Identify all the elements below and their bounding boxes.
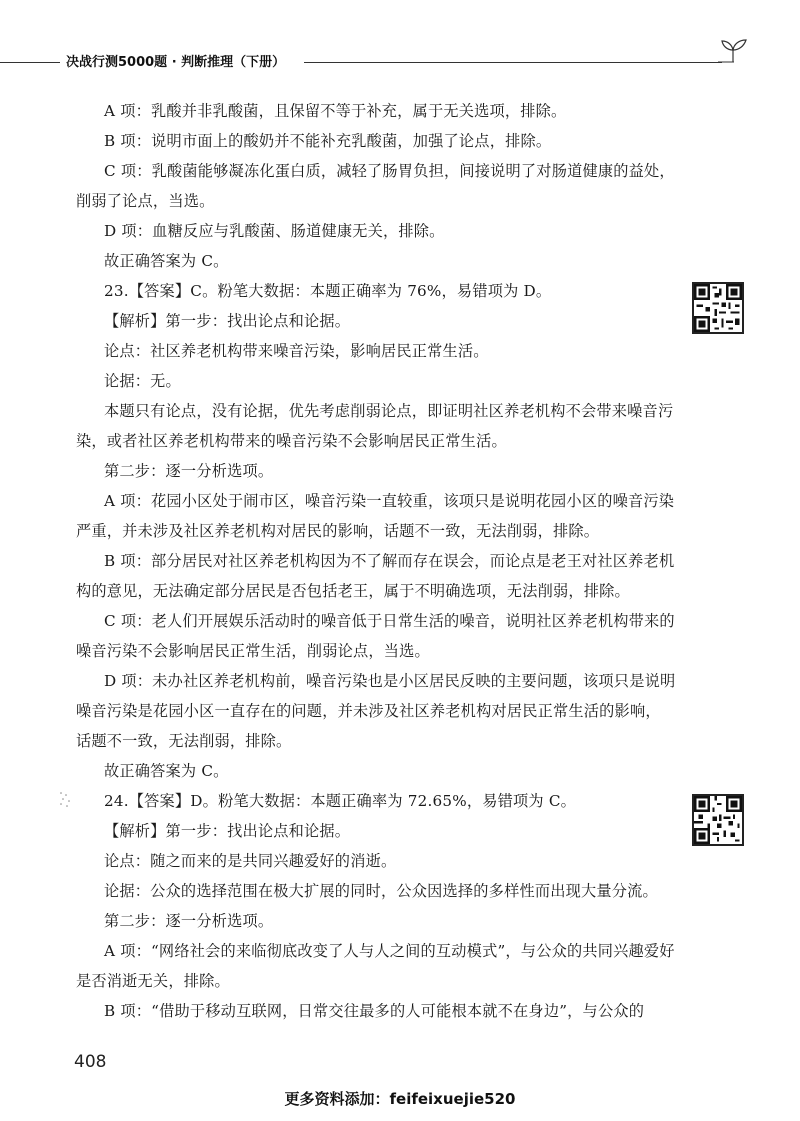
qr-code-icon[interactable]: [692, 282, 744, 334]
paragraph: D 项：血糖反应与乳酸菌、肠道健康无关，排除。: [104, 222, 445, 240]
paragraph: 本题只有论点，没有论据，优先考虑削弱论点，即证明社区养老机构不会带来噪音污染，或者社区养老机构带来的噪音污染不会影响居民正常生活。: [76, 402, 674, 450]
paragraph: C 项：乳酸菌能够凝冻化蛋白质，减轻了肠胃负担，间接说明了对肠道健康的益处，削弱了论点，当选。: [76, 162, 675, 210]
answer-explanation-body: [76, 96, 676, 1026]
paragraph: B 项：说明市面上的酸奶并不能补充乳酸菌，加强了论点，排除。: [104, 132, 552, 150]
answer-heading-23: 23.【答案】C。粉笔大数据：本题正确率为 76%，易错项为 D。: [104, 282, 552, 300]
page-number: 408: [74, 1052, 107, 1072]
paragraph: 论据：无。: [104, 372, 181, 390]
paragraph: 论点：随之而来的是共同兴趣爱好的消逝。: [104, 852, 397, 870]
paragraph: D 项：未办社区养老机构前，噪音污染也是小区居民反映的主要问题，该项只是说明噪音污染是花园小区一直存在的问题，并未涉及社区养老机构对居民正常生活的影响，话题不一致，无法削弱，排除。: [76, 672, 676, 750]
analysis-step: 【解析】第一步：找出论点和论据。: [104, 312, 351, 330]
paragraph: B 项：部分居民对社区养老机构因为不了解而存在误会，而论点是老王对社区养老机构的意见，无法确定部分居民是否包括老王，属于不明确选项，无法削弱，排除。: [76, 552, 675, 600]
paragraph: 故正确答案为 C。: [104, 762, 229, 780]
analysis-step: 【解析】第一步：找出论点和论据。: [104, 822, 351, 840]
sprout-icon: [716, 38, 750, 64]
paragraph: A 项：乳酸并非乳酸菌，且保留不等于补充，属于无关选项，排除。: [104, 102, 567, 120]
paragraph: 第二步：逐一分析选项。: [104, 912, 274, 930]
paragraph: B 项：“借助于移动互联网，日常交往最多的人可能根本就不在身边”，与公众的: [104, 1002, 645, 1020]
scan-specks: [58, 790, 74, 808]
header-rule-left: [0, 62, 60, 63]
paragraph: 第二步：逐一分析选项。: [104, 462, 274, 480]
header-title: 决战行测5000题 · 判断推理（下册）: [66, 55, 286, 70]
paragraph: A 项：“网络社会的来临彻底改变了人与人之间的互动模式”，与公众的共同兴趣爱好是否消逝无关，排除。: [76, 942, 675, 990]
running-header: [0, 48, 800, 72]
header-rule-right: [304, 62, 722, 63]
paragraph: C 项：老人们开展娱乐活动时的噪音低于日常生活的噪音，说明社区养老机构带来的噪音污染不会影响居民正常生活，削弱论点，当选。: [76, 612, 675, 660]
paragraph: 论据：公众的选择范围在极大扩展的同时，公众因选择的多样性而出现大量分流。: [104, 882, 658, 900]
footer-note: 更多资料添加：feifeixuejie520: [284, 1090, 516, 1108]
qr-code-icon[interactable]: [692, 794, 744, 846]
answer-heading-24: 24.【答案】D。粉笔大数据：本题正确率为 72.65%，易错项为 C。: [104, 792, 577, 810]
paragraph: A 项：花园小区处于闹市区，噪音污染一直较重，该项只是说明花园小区的噪音污染严重，并未涉及社区养老机构对居民的影响，话题不一致，无法削弱，排除。: [76, 492, 675, 540]
paragraph: 论点：社区养老机构带来噪音污染，影响居民正常生活。: [104, 342, 489, 360]
paragraph: 故正确答案为 C。: [104, 252, 229, 270]
